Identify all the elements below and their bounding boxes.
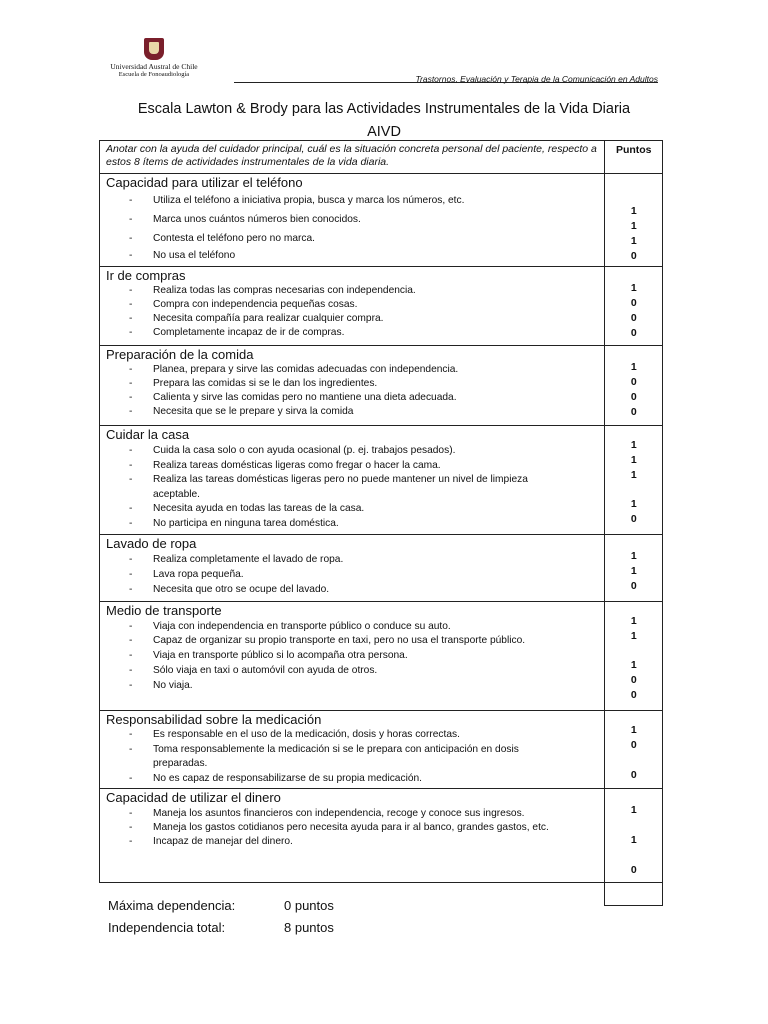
bullet-dash: - [129,214,133,225]
bullet-dash: - [129,250,133,261]
university-logo [108,38,200,79]
bullet-dash: - [129,285,133,296]
university-crest-icon [144,38,164,60]
category-title: Medio de transporte [106,603,222,618]
item-text: Contesta el teléfono pero no marca. [153,233,315,244]
scale-item [100,377,604,391]
scale-item [100,772,604,787]
scale-item [100,743,604,772]
item-score: 1 [630,220,637,232]
item-score: 1 [630,724,637,736]
points-header: Puntos [615,144,652,156]
category-row [100,346,663,426]
category-row [100,602,663,711]
document-subtitle: AIVD [367,124,401,140]
school-name: Escuela de Fonoaudiología [118,71,190,78]
instruction-row [100,141,663,174]
bullet-dash: - [129,649,133,661]
bullet-dash: - [129,743,133,755]
scale-item [100,678,604,693]
item-score: 1 [630,205,637,217]
max-dependence-row [108,898,334,913]
item-score: 1 [630,550,637,562]
scale-item [100,191,604,210]
category-row [100,789,663,883]
scale-item [100,312,604,326]
scale-item [100,821,604,835]
scale-item [100,517,604,532]
bullet-dash: - [129,808,133,819]
item-score: 0 [630,406,637,418]
scale-item [100,663,604,678]
scale-item [100,835,604,849]
item-score: 0 [630,297,637,309]
category-title: Responsabilidad sobre la medicación [106,712,322,727]
bullet-dash: - [129,554,133,565]
item-score: 1 [630,565,637,577]
item-text: Realiza todas las compras necesarias con independencia. [153,285,416,296]
item-text: Necesita que otro se ocupe del lavado. [153,584,330,595]
item-text: Calienta y sirve las comidas pero no mantiene una dieta adecuada. [153,392,457,403]
scale-item [100,728,604,743]
item-score: 0 [630,864,637,876]
scale-item [100,210,604,229]
item-text: Realiza completamente el lavado de ropa. [153,554,344,565]
bullet-dash: - [129,392,133,403]
bullet-dash: - [129,729,133,740]
item-score: 1 [630,235,637,247]
item-text: No participa en ninguna tarea doméstica. [153,517,339,529]
bullet-dash: - [129,772,133,784]
item-text: Completamente incapaz de ir de compras. [153,327,345,338]
bullet-dash: - [129,364,133,375]
scale-item [100,567,604,582]
category-title: Cuidar la casa [106,427,190,442]
item-score: 0 [630,580,637,592]
total-independence-row [108,920,334,935]
bullet-dash: - [129,517,133,529]
item-score: 0 [630,739,637,751]
item-text: Viaja con independencia en transporte público o conduce su auto. [153,621,451,632]
scale-item [100,443,604,458]
item-text: Necesita compañía para realizar cualquier compra. [153,313,384,324]
item-text: Viaja en transporte público si lo acompaña otra persona. [153,649,408,661]
bullet-dash: - [129,378,133,389]
item-text: No viaja. [153,680,193,691]
scale-item [100,806,604,821]
bullet-dash: - [129,445,133,456]
item-text: Prepara las comidas si se le dan los ingredientes. [153,378,378,389]
item-score: 1 [630,804,637,816]
item-text: Capaz de organizar su propio transporte en taxi, pero no usa el transporte público. [153,635,526,646]
bullet-dash: - [129,836,133,847]
bullet-dash: - [129,503,133,514]
total-independence-label: Independencia total: [108,920,226,935]
scale-table [99,140,663,906]
item-score: 1 [630,615,637,627]
bullet-dash: - [129,327,133,338]
scale-item [100,298,604,312]
item-text: Utiliza el teléfono a iniciativa propia, busca y marca los números, etc. [153,195,465,206]
item-score: 1 [630,834,637,846]
bullet-dash: - [129,621,133,632]
scale-item [100,582,604,597]
bullet-dash: - [129,460,133,471]
category-title: Preparación de la comida [106,347,254,362]
scale-item [100,284,604,298]
item-score: 0 [630,769,637,781]
scale-item [100,248,604,264]
item-score: 0 [630,376,637,388]
item-score: 0 [630,674,637,686]
category-title: Ir de compras [106,268,186,283]
scale-item [100,619,604,634]
scale-item [100,458,604,473]
item-text: Sólo viaja en taxi o automóvil con ayuda de otros. [153,665,378,676]
item-score: 0 [630,312,637,324]
category-row [100,267,663,346]
item-text: Lava ropa pequeña. [153,569,244,580]
bullet-dash: - [129,635,133,646]
category-title: Capacidad para utilizar el teléfono [106,175,303,190]
item-text: Realiza tareas domésticas ligeras como fregar o hacer la cama. [153,460,441,471]
item-text: Maneja los gastos cotidianos pero necesita ayuda para ir al banco, grandes gastos, etc. [153,822,549,833]
bullet-dash: - [129,584,133,595]
item-score: 1 [630,282,637,294]
scale-item [100,649,604,664]
item-text: Toma responsablemente la medicación si se le prepara con anticipación en dosis preparadas. [153,743,519,769]
bullet-dash: - [129,299,133,310]
scale-item [100,363,604,377]
item-text: Es responsable en el uso de la medicación, dosis y horas correctas. [153,729,460,740]
item-score: 1 [630,630,637,642]
category-row [100,711,663,789]
item-text: Maneja los asuntos financieros con independencia, recoge y conoce sus ingresos. [153,808,525,819]
scale-item [100,229,604,248]
item-score: 1 [630,498,637,510]
category-title: Capacidad de utilizar el dinero [106,790,281,805]
document-title: Escala Lawton & Brody para las Actividades Instrumentales de la Vida Diaria [137,101,631,117]
item-text: Cuida la casa solo o con ayuda ocasional (p. ej. trabajos pesados). [153,445,456,456]
scale-item [100,326,604,340]
item-score: 0 [630,327,637,339]
scale-item [100,391,604,405]
item-score: 1 [630,454,637,466]
bullet-dash: - [129,233,133,244]
max-dependence-label: Máxima dependencia: [108,898,236,913]
item-text: No es capaz de responsabilizarse de su propia medicación. [153,772,422,784]
category-row [100,426,663,535]
item-score: 0 [630,391,637,403]
item-text: Incapaz de manejar del dinero. [153,836,293,847]
bullet-dash: - [129,680,133,691]
header-rule [234,82,658,83]
item-text: Realiza las tareas domésticas ligeras pero no puede mantener un nivel de limpieza aceptable. [153,474,528,500]
scale-item [100,634,604,649]
university-name: Universidad Austral de Chile [110,62,198,71]
bullet-dash: - [129,313,133,324]
item-text: Compra con independencia pequeñas cosas. [153,299,358,310]
category-title: Lavado de ropa [106,536,197,551]
bullet-dash: - [129,822,133,833]
bullet-dash: - [129,474,133,485]
scale-item [100,502,604,517]
scale-item [100,473,604,502]
bullet-dash: - [129,406,133,417]
item-text: No usa el teléfono [153,250,236,261]
total-score-cell[interactable] [605,883,663,906]
item-text: Necesita ayuda en todas las tareas de la casa. [153,503,365,514]
item-score: 0 [630,513,637,525]
max-dependence-value: 0 puntos [284,898,334,913]
instruction-text: Anotar con la ayuda del cuidador principal, cuál es la situación concreta personal del paciente, respecto a estos 8 ítems de actividades instrumentales de la vida diaria. [106,143,597,168]
item-score: 1 [630,439,637,451]
bullet-dash: - [129,195,133,206]
course-title: Trastornos, Evaluación y Terapia de la Comunicación en Adultos [415,74,658,84]
item-text: Planea, prepara y sirve las comidas adecuadas con independencia. [153,364,459,375]
total-independence-value: 8 puntos [284,920,334,935]
bullet-dash: - [129,569,133,580]
category-row [100,535,663,602]
item-text: Necesita que se le prepare y sirva la comida [153,406,354,417]
item-score: 0 [630,250,637,262]
item-score: 0 [630,689,637,701]
item-score: 1 [630,361,637,373]
bullet-dash: - [129,665,133,676]
item-score: 1 [630,659,637,671]
item-score: 1 [630,469,637,481]
item-text: Marca unos cuántos números bien conocidos. [153,214,361,225]
category-row [100,174,663,267]
scale-item [100,405,604,419]
scale-item [100,552,604,567]
